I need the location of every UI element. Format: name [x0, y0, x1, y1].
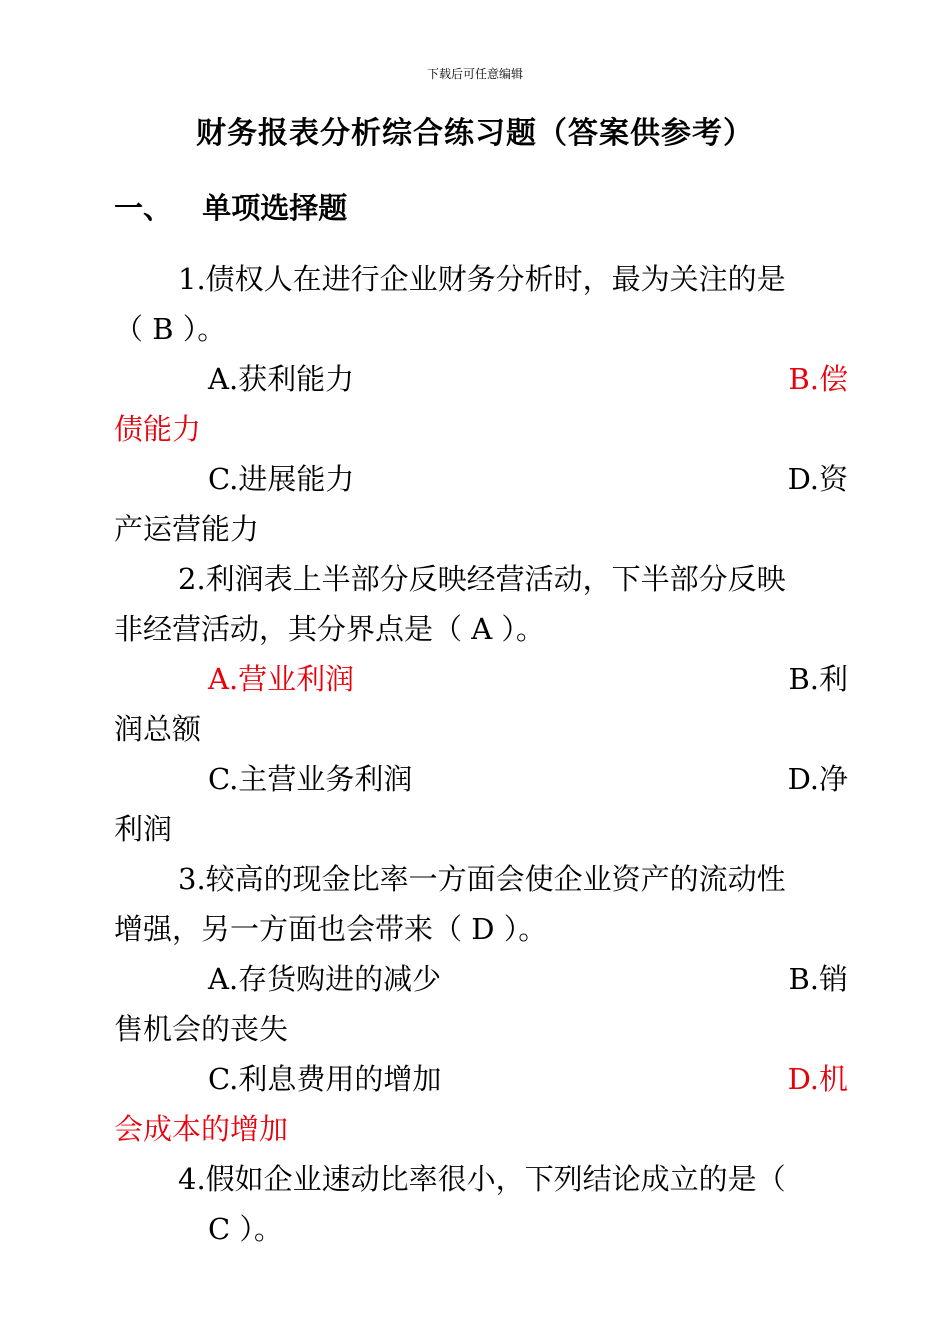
page-title: 财务报表分析综合练习题（答案供参考） [196, 116, 754, 151]
question-1-option-a: A.获利能力 [208, 362, 355, 396]
question-1-line-1: 1.债权人在进行企业财务分析时，最为关注的是 [178, 262, 786, 296]
question-1-option-d-head: D.资 [787, 462, 848, 496]
question-2-option-d-tail: 利润 [114, 812, 173, 846]
question-2-option-b-head: B.利 [788, 662, 848, 696]
question-1-option-d-tail: 产运营能力 [114, 512, 260, 546]
question-3-option-b-tail: 售机会的丧失 [114, 1012, 289, 1046]
question-1-line-2: （ B ）。 [114, 312, 227, 346]
question-3-option-a: A.存货购进的减少 [208, 962, 442, 996]
question-4-line-2: C ）。 [208, 1212, 283, 1246]
question-2-option-a: A.营业利润 [208, 662, 355, 696]
question-1-option-b-tail: 债能力 [114, 412, 202, 446]
section-heading: 一、 单项选择题 [114, 191, 348, 225]
question-3-option-d-tail: 会成本的增加 [114, 1112, 289, 1146]
question-1-option-b-head: B.偿 [788, 362, 848, 396]
question-2-option-c: C.主营业务利润 [208, 762, 413, 796]
question-4-line-1: 4.假如企业速动比率很小，下列结论成立的是（ [178, 1162, 786, 1196]
question-3-option-b-head: B.销 [788, 962, 848, 996]
question-3-line-2: 增强，另一方面也会带来（ D ）。 [114, 912, 548, 946]
question-3-option-c: C.利息费用的增加 [208, 1062, 442, 1096]
question-2-line-2: 非经营活动，其分界点是（ A ）。 [114, 612, 545, 646]
question-3-option-d-head: D.机 [787, 1062, 848, 1096]
header-note: 下载后可任意编辑 [426, 67, 523, 81]
question-1-option-c: C.进展能力 [208, 462, 355, 496]
question-2-option-d-head: D.净 [787, 762, 848, 796]
question-2-line-1: 2.利润表上半部分反映经营活动，下半部分反映 [178, 562, 786, 596]
question-3-line-1: 3.较高的现金比率一方面会使企业资产的流动性 [178, 862, 786, 896]
question-2-option-b-tail: 润总额 [114, 712, 202, 746]
